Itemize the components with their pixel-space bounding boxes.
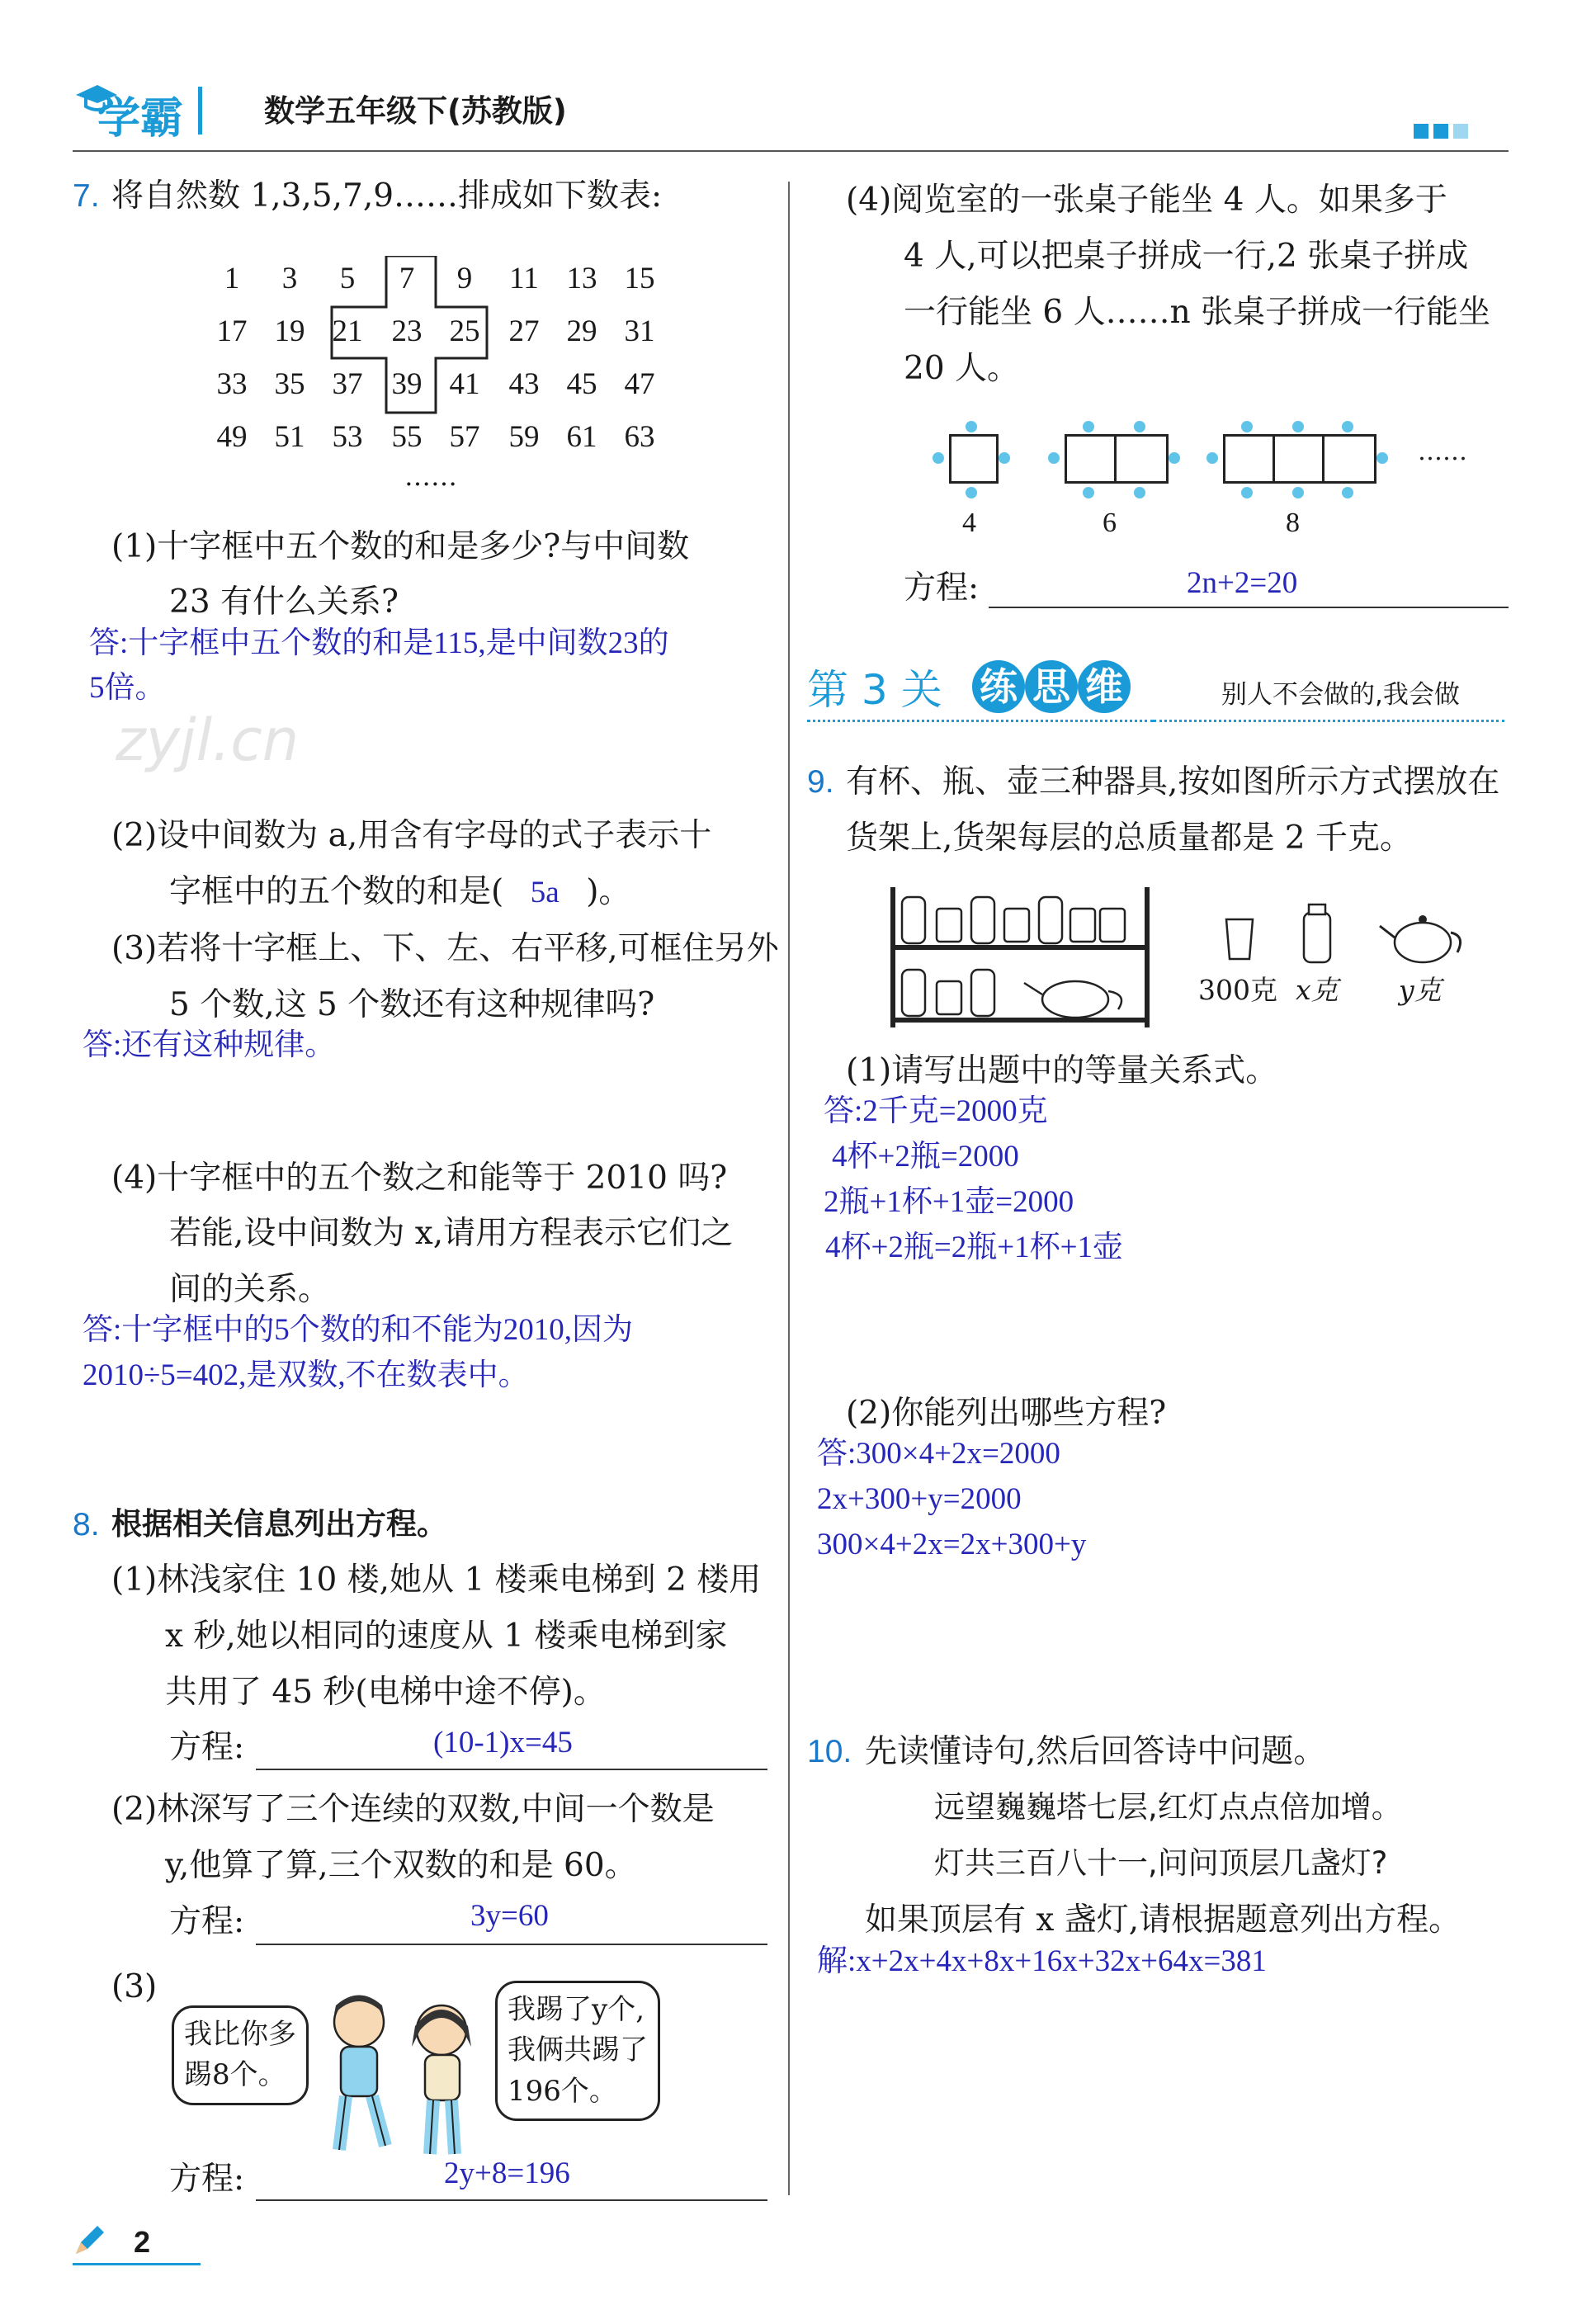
table-cell: 19 — [274, 314, 305, 348]
table-cell: 55 — [391, 420, 423, 454]
speech-bubble-left: 我比你多 踢8个。 — [172, 2005, 309, 2105]
q8-4-line4: 20 人。 — [904, 350, 1020, 387]
q8-4-line2: 4 人,可以把桌子拼成一行,2 张桌子拼成 — [904, 238, 1469, 275]
q8-1-answer-line — [256, 1769, 767, 1770]
q9-line2: 货架上,货架每层的总质量都是 2 千克。 — [846, 820, 1413, 857]
q7-1-answer-line2: 5倍。 — [89, 671, 166, 705]
table-label-3: 8 — [1286, 508, 1300, 538]
q8-3-label: (3) — [111, 1968, 158, 2005]
table-cell: 49 — [216, 420, 248, 454]
q8-3-answer-line — [256, 2199, 767, 2201]
q8-text: 根据相关信息列出方程。 — [111, 1506, 447, 1542]
q9-2-answer-1: 答:300×4+2x=2000 — [817, 1437, 1060, 1471]
q8-4-answer: 2n+2=20 — [1187, 566, 1298, 600]
page-number: 2 — [134, 2225, 151, 2259]
section-badge: 练 思 维 — [972, 660, 1131, 718]
table-cell: 51 — [274, 420, 305, 454]
q8-4-answer-line — [989, 607, 1509, 608]
table-cell: 17 — [216, 314, 248, 348]
q7-2-question-line2 — [169, 873, 630, 912]
q8-2-line2: y,他算了算,三个双数的和是 60。 — [165, 1847, 637, 1884]
table-cell: 25 — [449, 314, 480, 348]
table-cell: 9 — [456, 262, 473, 295]
cup-icon — [1221, 916, 1258, 962]
pencil-icon — [73, 2224, 106, 2257]
section-title: 第 3 关 — [807, 666, 942, 714]
q7-2-question-line1: (2)设中间数为 a,用含有字母的式子表示十 — [111, 817, 712, 854]
table-cell: 59 — [508, 420, 540, 454]
table-cell: 15 — [624, 262, 655, 295]
table-cell: 45 — [566, 367, 597, 401]
q9-2-answer-2: 2x+300+y=2000 — [817, 1482, 1022, 1516]
tables-diagram — [900, 421, 1510, 545]
table-cell: 5 — [339, 262, 356, 295]
teapot-icon — [1376, 908, 1467, 966]
legend-teapot: y克 — [1399, 974, 1442, 1006]
q8-1-line1: (1)林浅家住 10 楼,她从 1 楼乘电梯到 2 楼用 — [111, 1561, 762, 1599]
section-header — [807, 660, 1509, 726]
table-cell: 43 — [508, 367, 540, 401]
q8-2-line1: (2)林深写了三个连续的双数,中间一个数是 — [111, 1791, 715, 1828]
q10-answer: 解:x+2x+4x+8x+16x+32x+64x=381 — [817, 1944, 1267, 1978]
legend-cup: 300克 — [1198, 974, 1277, 1006]
q8-4-line1: (4)阅览室的一张桌子能坐 4 人。如果多于 — [846, 182, 1447, 219]
logo — [73, 78, 205, 144]
column-divider — [788, 182, 790, 2195]
table-cell: 35 — [274, 367, 305, 401]
header-rule — [73, 150, 1509, 152]
section-slogan: 别人不会做的,我会做 — [1221, 680, 1460, 710]
watermark: zyjl.cn — [116, 706, 300, 774]
section-dotted-rule — [1154, 720, 1504, 722]
q7-4-answer-line1: 答:十字框中的5个数的和不能为2010,因为 — [83, 1313, 634, 1347]
q9-line1: 有杯、瓶、壶三种器具,按如图所示方式摆放在 — [846, 763, 1500, 801]
table-cell: 37 — [332, 367, 363, 401]
q10-ask: 如果顶层有 x 盏灯,请根据题意列出方程。 — [865, 1901, 1461, 1939]
q7-number: 7. — [73, 178, 100, 214]
header-deco — [1414, 124, 1468, 142]
poem-line-1: 远望巍巍塔七层,红灯点点倍加增。 — [934, 1789, 1402, 1825]
q7-4-question-line3: 间的关系。 — [169, 1271, 331, 1308]
q8-1-equation-label: 方程: — [169, 1729, 245, 1766]
table-cell: 13 — [566, 262, 597, 295]
table-cell: 3 — [281, 262, 298, 295]
q7-2-text-a: 字框中的五个数的和是( — [169, 873, 504, 910]
table-cell: 7 — [399, 262, 415, 295]
table-cell: 11 — [509, 262, 539, 295]
table-cell: 47 — [624, 367, 655, 401]
speech-bubble-right: 我踢了y个, 我俩共踢了 196个。 — [495, 1981, 660, 2121]
table-cell: 31 — [624, 314, 655, 348]
table-cell: 61 — [566, 420, 597, 454]
table-3 — [1223, 434, 1277, 484]
q8-2-answer-line — [256, 1944, 767, 1945]
table-1 — [949, 434, 999, 484]
q9-1-answer-4: 4杯+2瓶=2瓶+1杯+1壶 — [825, 1230, 1123, 1264]
q7-3-question-line2: 5 个数,这 5 个数还有这种规律吗? — [169, 986, 655, 1023]
q7-3-answer: 答:还有这种规律。 — [83, 1028, 336, 1062]
bottle-icon — [1301, 901, 1334, 964]
table-cell: 57 — [449, 420, 480, 454]
q7-1-question-line2: 23 有什么关系? — [169, 583, 399, 621]
q7-1-answer-line1: 答:十字框中五个数的和是115,是中间数23的 — [89, 626, 669, 660]
logo-text: 学霸 — [97, 94, 184, 144]
table-cell: 41 — [449, 367, 480, 401]
q9-2-question: (2)你能列出哪些方程? — [846, 1395, 1167, 1432]
q7-2-answer: 5a — [530, 876, 560, 909]
q7-text: 将自然数 1,3,5,7,9……排成如下数表: — [111, 177, 663, 215]
q9-1-answer-1: 答:2千克=2000克 — [824, 1094, 1048, 1128]
table-ellipsis: …… — [404, 461, 457, 492]
q8-1-answer: (10-1)x=45 — [433, 1726, 573, 1760]
table-label-2: 6 — [1103, 508, 1117, 538]
table-cell: 23 — [391, 314, 423, 348]
table-label-1: 4 — [962, 508, 976, 538]
q9-1-question: (1)请写出题中的等量关系式。 — [846, 1052, 1278, 1089]
table-cell: 53 — [332, 420, 363, 454]
number-table — [206, 256, 677, 492]
table-cell: 39 — [391, 367, 423, 401]
table-cell: 63 — [624, 420, 655, 454]
legend-bottle: x克 — [1296, 974, 1339, 1006]
q9-number: 9. — [807, 764, 834, 800]
q7-4-question-line1: (4)十字框中的五个数之和能等于 2010 吗? — [111, 1160, 728, 1197]
shelf-illustration — [887, 879, 1184, 1027]
q10-text: 先读懂诗句,然后回答诗中问题。 — [865, 1733, 1326, 1770]
table-cell: 29 — [566, 314, 597, 348]
children-illustration — [309, 1981, 499, 2170]
q7-3-question-line1: (3)若将十字框上、下、左、右平移,可框住另外 — [111, 930, 779, 967]
q8-1-line2: x 秒,她以相同的速度从 1 楼乘电梯到家 — [165, 1618, 728, 1655]
q7-2-text-b: )。 — [586, 873, 631, 910]
table-2 — [1065, 434, 1119, 484]
q8-2-equation-label: 方程: — [169, 1903, 245, 1940]
q7-4-answer-line2: 2010÷5=402,是双数,不在数表中。 — [83, 1358, 529, 1392]
poem-line-2: 灯共三百八十一,问问顶层几盏灯? — [934, 1845, 1388, 1881]
table-cell: 33 — [216, 367, 248, 401]
q8-4-line3: 一行能坐 6 人……n 张桌子拼成一行能坐 — [904, 294, 1491, 331]
page-number-rule — [73, 2263, 201, 2265]
q7-1-question-line1: (1)十字框中五个数的和是多少?与中间数 — [111, 528, 690, 565]
book-title: 数学五年级下(苏教版) — [264, 93, 567, 129]
q8-4-equation-label: 方程: — [904, 569, 980, 607]
table-cell: 21 — [332, 314, 363, 348]
q8-3-equation-label: 方程: — [169, 2161, 245, 2198]
q10-number: 10. — [807, 1734, 852, 1769]
q8-1-line3: 共用了 45 秒(电梯中途不停)。 — [165, 1674, 606, 1711]
q8-2-answer: 3y=60 — [470, 1899, 549, 1933]
tables-ellipsis: …… — [1418, 437, 1467, 466]
header — [73, 78, 1509, 153]
q9-2-answer-3: 300×4+2x=2x+300+y — [817, 1528, 1087, 1561]
q9-1-answer-3: 2瓶+1杯+1壶=2000 — [824, 1185, 1074, 1219]
q9-1-answer-2: 4杯+2瓶=2000 — [832, 1140, 1019, 1174]
q8-3-answer: 2y+8=196 — [444, 2156, 570, 2190]
table-cell: 1 — [224, 262, 240, 295]
table-cell: 27 — [508, 314, 540, 348]
q8-number: 8. — [73, 1507, 100, 1542]
q7-4-question-line2: 若能,设中间数为 x,请用方程表示它们之 — [169, 1215, 734, 1252]
